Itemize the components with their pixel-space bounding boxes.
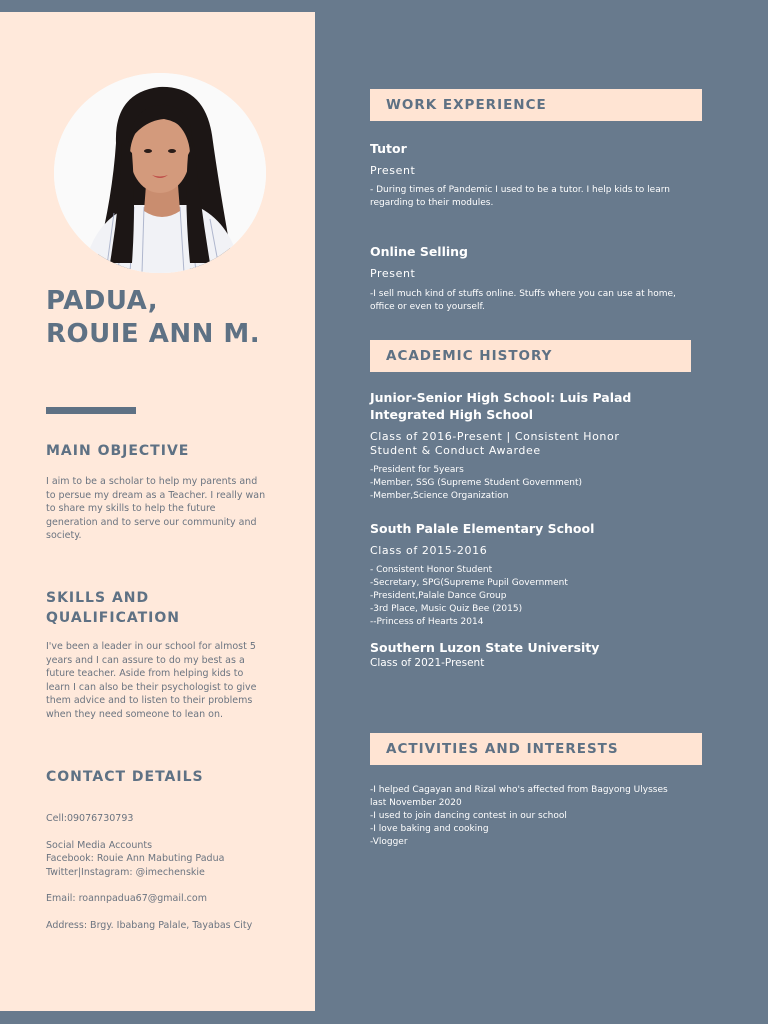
activities-heading: ACTIVITIES AND INTERESTS <box>370 733 702 765</box>
work-1-desc: - During times of Pandemic I used to be a tutor. I help kids to learn regarding to their modules. <box>370 185 670 208</box>
work-2-subtitle: Present <box>370 267 416 280</box>
name-line-2: ROUIE ANN M. <box>46 319 261 349</box>
name-line-1: PADUA, <box>46 286 159 316</box>
academic-2-details <box>370 564 700 629</box>
activity-item: -Vlogger <box>370 837 408 847</box>
academic-1-details <box>370 464 700 503</box>
contact-cell: Cell:09076730793 <box>46 813 134 824</box>
academic-1-subtitle: Class of 2016-Present | Consistent Honor Student & Conduct Awardee <box>370 430 620 457</box>
activities-list <box>370 784 685 849</box>
academic-2-detail: -3rd Place, Music Quiz Bee (2015) <box>370 604 523 614</box>
contact-email: Email: roannpadua67@gmail.com <box>46 893 207 904</box>
skills-heading-line-2: QUALIFICATION <box>46 610 180 626</box>
contact-address: Address: Brgy. Ibabang Palale, Tayabas City <box>46 919 253 931</box>
academic-2-detail: - Consistent Honor Student <box>370 565 493 575</box>
academic-1-title: Junior-Senior High School: Luis Palad Integrated High School <box>370 390 632 422</box>
contact-facebook: Facebook: Rouie Ann Mabuting Padua <box>46 853 225 864</box>
profile-portrait-image <box>54 73 266 273</box>
academic-2-title: South Palale Elementary School <box>370 521 595 536</box>
academic-2-detail: -Secretary, SPG(Supreme Pupil Government <box>370 578 568 588</box>
objective-heading: MAIN OBJECTIVE <box>46 443 190 459</box>
academic-3-title: Southern Luzon State University <box>370 640 600 655</box>
work-1-subtitle: Present <box>370 164 416 177</box>
work-2-title: Online Selling <box>370 244 469 259</box>
contact-twitter: Twitter|Instagram: @imechenskie <box>46 866 205 878</box>
work-1-title: Tutor <box>370 141 407 156</box>
academic-2-detail: --Princess of Hearts 2014 <box>370 617 484 627</box>
activity-item: -I love baking and cooking <box>370 824 489 834</box>
activity-item: -I helped Cagayan and Rizal who's affected from Bagyong Ulysses last November 2020 <box>370 785 668 808</box>
academic-1-detail: -Member, SSG (Supreme Student Government) <box>370 478 583 488</box>
academic-1-detail: -Member,Science Organization <box>370 491 509 501</box>
academic-2-subtitle: Class of 2015-2016 <box>370 544 488 557</box>
academic-3-subtitle: Class of 2021-Present <box>370 657 485 669</box>
contact-social-title: Social Media Accounts <box>46 839 153 851</box>
profile-photo <box>54 73 266 273</box>
skills-text: I've been a leader in our school for almost 5 years and I can assure to do my best as a future teacher. Aside from helping kids to learn I can also be their psychologist to give them advice and to listen to their problems when they need someone to lean on. <box>46 641 257 720</box>
academic-heading: ACADEMIC HISTORY <box>370 340 691 372</box>
contact-heading: CONTACT DETAILS <box>46 769 204 785</box>
name-divider <box>46 407 136 414</box>
work-2-desc: -I sell much kind of stuffs online. Stuffs where you can use at home, office or even to yourself. <box>370 289 676 312</box>
skills-heading <box>46 588 296 628</box>
contact-details <box>46 812 268 932</box>
activity-item: -I used to join dancing contest in our school <box>370 811 567 821</box>
candidate-name <box>46 285 306 351</box>
work-heading: WORK EXPERIENCE <box>370 89 702 121</box>
skills-heading-line-1: SKILLS AND <box>46 590 150 606</box>
academic-2-detail: -President,Palale Dance Group <box>370 591 507 601</box>
objective-text: I aim to be a scholar to help my parents and to persue my dream as a Teacher. I really wan to share my skills to help the future generation and to serve our community and society. <box>46 476 266 541</box>
academic-1-detail: -President for 5years <box>370 465 464 475</box>
